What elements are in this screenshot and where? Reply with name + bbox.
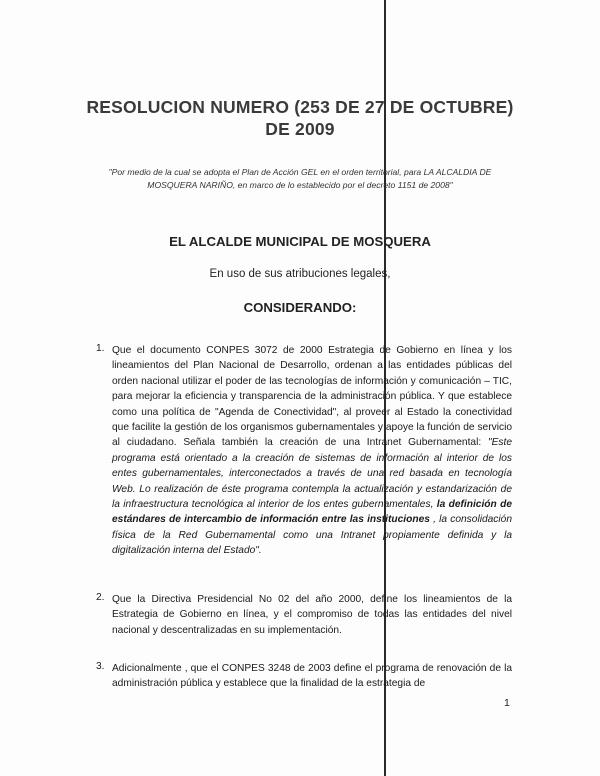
list-item-text: Que la Directiva Presidencial No 02 del año 2000, define los lineamientos de la Estrategia de Gobierno en línea, y el compromiso de todas las entidades del nivel nacional y descentralizadas en su implementación. [112,594,512,636]
list-item-text: Adicionalmente , que el CONPES 3248 de 2003 define el programa de renovación de la administración pública y establece que la finalidad de la estrategia de [112,663,512,690]
list-item-number: 1. [96,343,105,354]
resolution-subtitle [90,166,510,192]
page-number: 1 [504,697,510,709]
item1-italic-quote-end: , la consolidación física de la Red Gubernamental como una Intranet propiamente definida y la digitalización interna del Estado". [112,514,512,557]
powers-line: En uso de sus atribuciones legales, [209,268,391,280]
subtitle-line-1: "Por medio de la cual se adopta el Plan de Acción GEL en el orden territorial, para LA ALCALDIA DE [108,167,492,177]
list-item-text [112,343,512,559]
resolution-title-year: DE 2009 [265,119,335,139]
resolution-title: RESOLUCION NUMERO (253 DE 27 DE OCTUBRE) [86,97,514,117]
item1-italic-quote: "Este programa está orientado a la creación de sistemas de información al interior de los entes gubernamentales, interconectados a través de una red basada en tecnología Web. Lo realización de éste programa contempla la actualización y estandarización de la infraestructura tecnológica al interior de los entes gubernamentales, [112,437,512,511]
list-item-number: 3. [96,661,105,672]
item1-bold-phrase: la definición de estándares de intercambio de información entre las instituciones [112,499,512,526]
list-item-number: 2. [96,592,105,603]
subtitle-line-2: MOSQUERA NARIÑO, en marco de lo establecido por el decreto 1151 de 2008" [147,180,453,190]
item1-text: Que el documento CONPES 3072 de 2000 Estrategia de Gobierno en línea y los lineamientos del Plan Nacional de Desarrollo, ordenan a las entidades públicas del orden nacional utilizar el poder de las tecnologías de información y comunicación – TIC, para mejorar la eficiencia y transparencia de la administración pública. Y que establece como una política de "Agenda de Conectividad", al proveer al Estado la conectividad que facilite la gestión de los organismos gubernamentales y apoye la función de servicio al ciudadano. Señala también la creación de una Intranet Gubernamental: [112,345,512,449]
considering-heading: CONSIDERANDO: [243,300,357,315]
authority-heading: EL ALCALDE MUNICIPAL DE MOSQUERA [169,234,431,249]
